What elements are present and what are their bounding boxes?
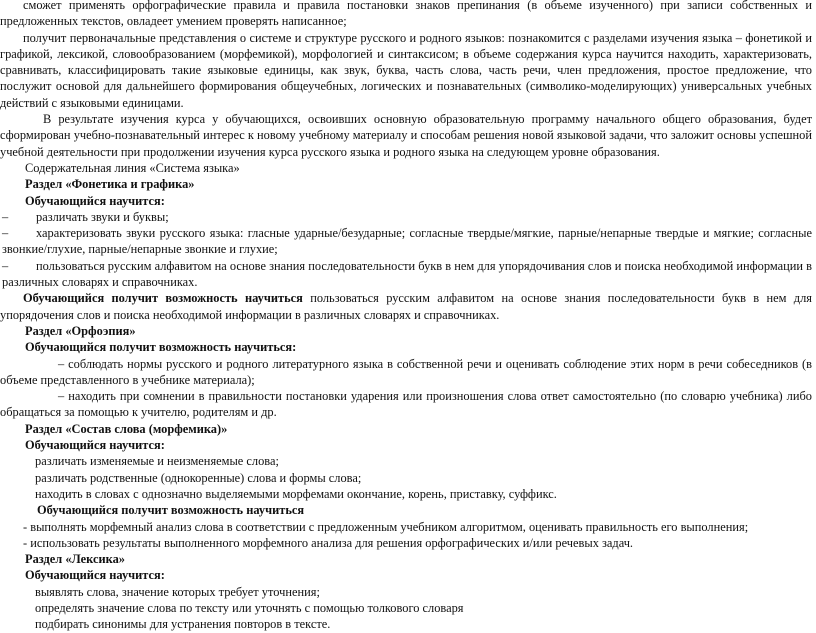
opportunity-paragraph [0, 290, 812, 323]
opportunity-lead: Обучающийся получит возможность научиться [23, 291, 303, 306]
list-item [0, 225, 812, 258]
list-item [0, 356, 812, 389]
list-item-text: соблюдать нормы русского и родного литературного языка в собственной речи и оценивать соблюдение этих норм в речи собеседников (в объеме представленного в учебнике материала); [0, 356, 812, 387]
list-item: - выполнять морфемный анализ слова в соответствии с предложенным учебником алгоритмом, оценивать правильность его выполнения; [23, 519, 749, 534]
dash-marker: – [58, 356, 65, 371]
section-title-phonetics: Раздел «Фонетика и графика» [25, 177, 195, 192]
list-item: находить в словах с однозначно выделяемыми морфемами окончание, корень, приставку, суффикс. [35, 486, 557, 501]
opportunity-heading: Обучающийся получит возможность научиться: [25, 340, 297, 355]
dash-marker: – [2, 258, 9, 273]
list-item [0, 258, 812, 291]
list-item-text: находить при сомнении в правильности постановки ударения или произношения слова ответ самостоятельно (по словарю учебника) либо обращаться за помощью к учителю, родителям и др. [0, 389, 812, 420]
list-item: - использовать результаты выполненного морфемного анализа для решения орфографических и/или речевых задач. [23, 535, 634, 550]
section-title-orthoepy: Раздел «Орфоэпия» [25, 323, 136, 338]
paragraph: сможет применять орфографические правила и правила постановки знаков препинания (в объеме изученного) при записи собственных и предложенных текстов, овладеет умением проверять написанное; [0, 0, 812, 29]
dash-marker: – [58, 389, 65, 404]
list-item [0, 388, 812, 421]
learns-heading: Обучающийся научится: [25, 568, 165, 583]
list-item: подбирать синонимы для устранения повторов в тексте. [35, 617, 331, 632]
paragraph: В результате изучения курса у обучающихся, освоивших основную образовательную программу начального общего образования, будет сформирован учебно-познавательный интерес к новому учебному материалу и способам решения новой языковой задачи, что заложит основы успешной учебной деятельности при продолжении изучения курса русского языка и родного языка на следующем уровне образования. [0, 112, 812, 159]
list-item [0, 209, 812, 225]
list-item-text: характеризовать звуки русского языка: гласные ударные/безударные; согласные твердые/мягкие, парные/непарные твердые и мягкие; согласные звонкие/глухие, парные/непарные звонкие и глухие; [2, 226, 812, 257]
list-item-text: пользоваться русским алфавитом на основе знания последовательности букв в нем для упорядочивания слов и поиска необходимой информации в различных словарях и справочниках. [2, 258, 812, 290]
list-item-text: различать звуки и буквы; [36, 209, 169, 224]
list-item: различать родственные (однокоренные) слова и формы слова; [35, 470, 362, 485]
paragraph: получит первоначальные представления о системе и структуре русского и родного языков: познакомится с разделами изучения языка – фонетикой и графикой, лексикой, словообразованием (морфемикой), морфологией и синтаксисом; в объеме содержания курса научится находить, характеризовать, сравнивать, классифицировать такие языковые единицы, как звук, буква, часть слова, часть речи, член предложения, простое предложение, что послужит основой для дальнейшего формирования общеучебных, логических и познавательных (символико-моделирующих) универсальных учебных действий с языковыми единицами. [0, 30, 812, 110]
list-item: определять значение слова по тексту или уточнять с помощью толкового словаря [35, 600, 464, 615]
learns-heading: Обучающийся научится: [25, 193, 165, 208]
learns-heading: Обучающийся научится: [25, 438, 165, 453]
content-line-heading: Содержательная линия «Система языка» [25, 160, 240, 175]
list-item: различать изменяемые и неизменяемые слова; [35, 454, 279, 469]
dash-marker: – [2, 226, 9, 241]
opportunity-heading: Обучающийся получит возможность научиться [37, 503, 305, 518]
opportunity-text: пользоваться русским алфавитом на основе знания последовательности букв в нем для упорядочения слов и поиска необходимой информации в различных словарях и справочниках. [0, 291, 812, 322]
section-title-morphemics: Раздел «Состав слова (морфемика)» [25, 421, 228, 436]
list-item: выявлять слова, значение которых требует уточнения; [35, 584, 320, 599]
dash-marker: – [2, 209, 9, 224]
section-title-lexicon: Раздел «Лексика» [25, 552, 125, 567]
